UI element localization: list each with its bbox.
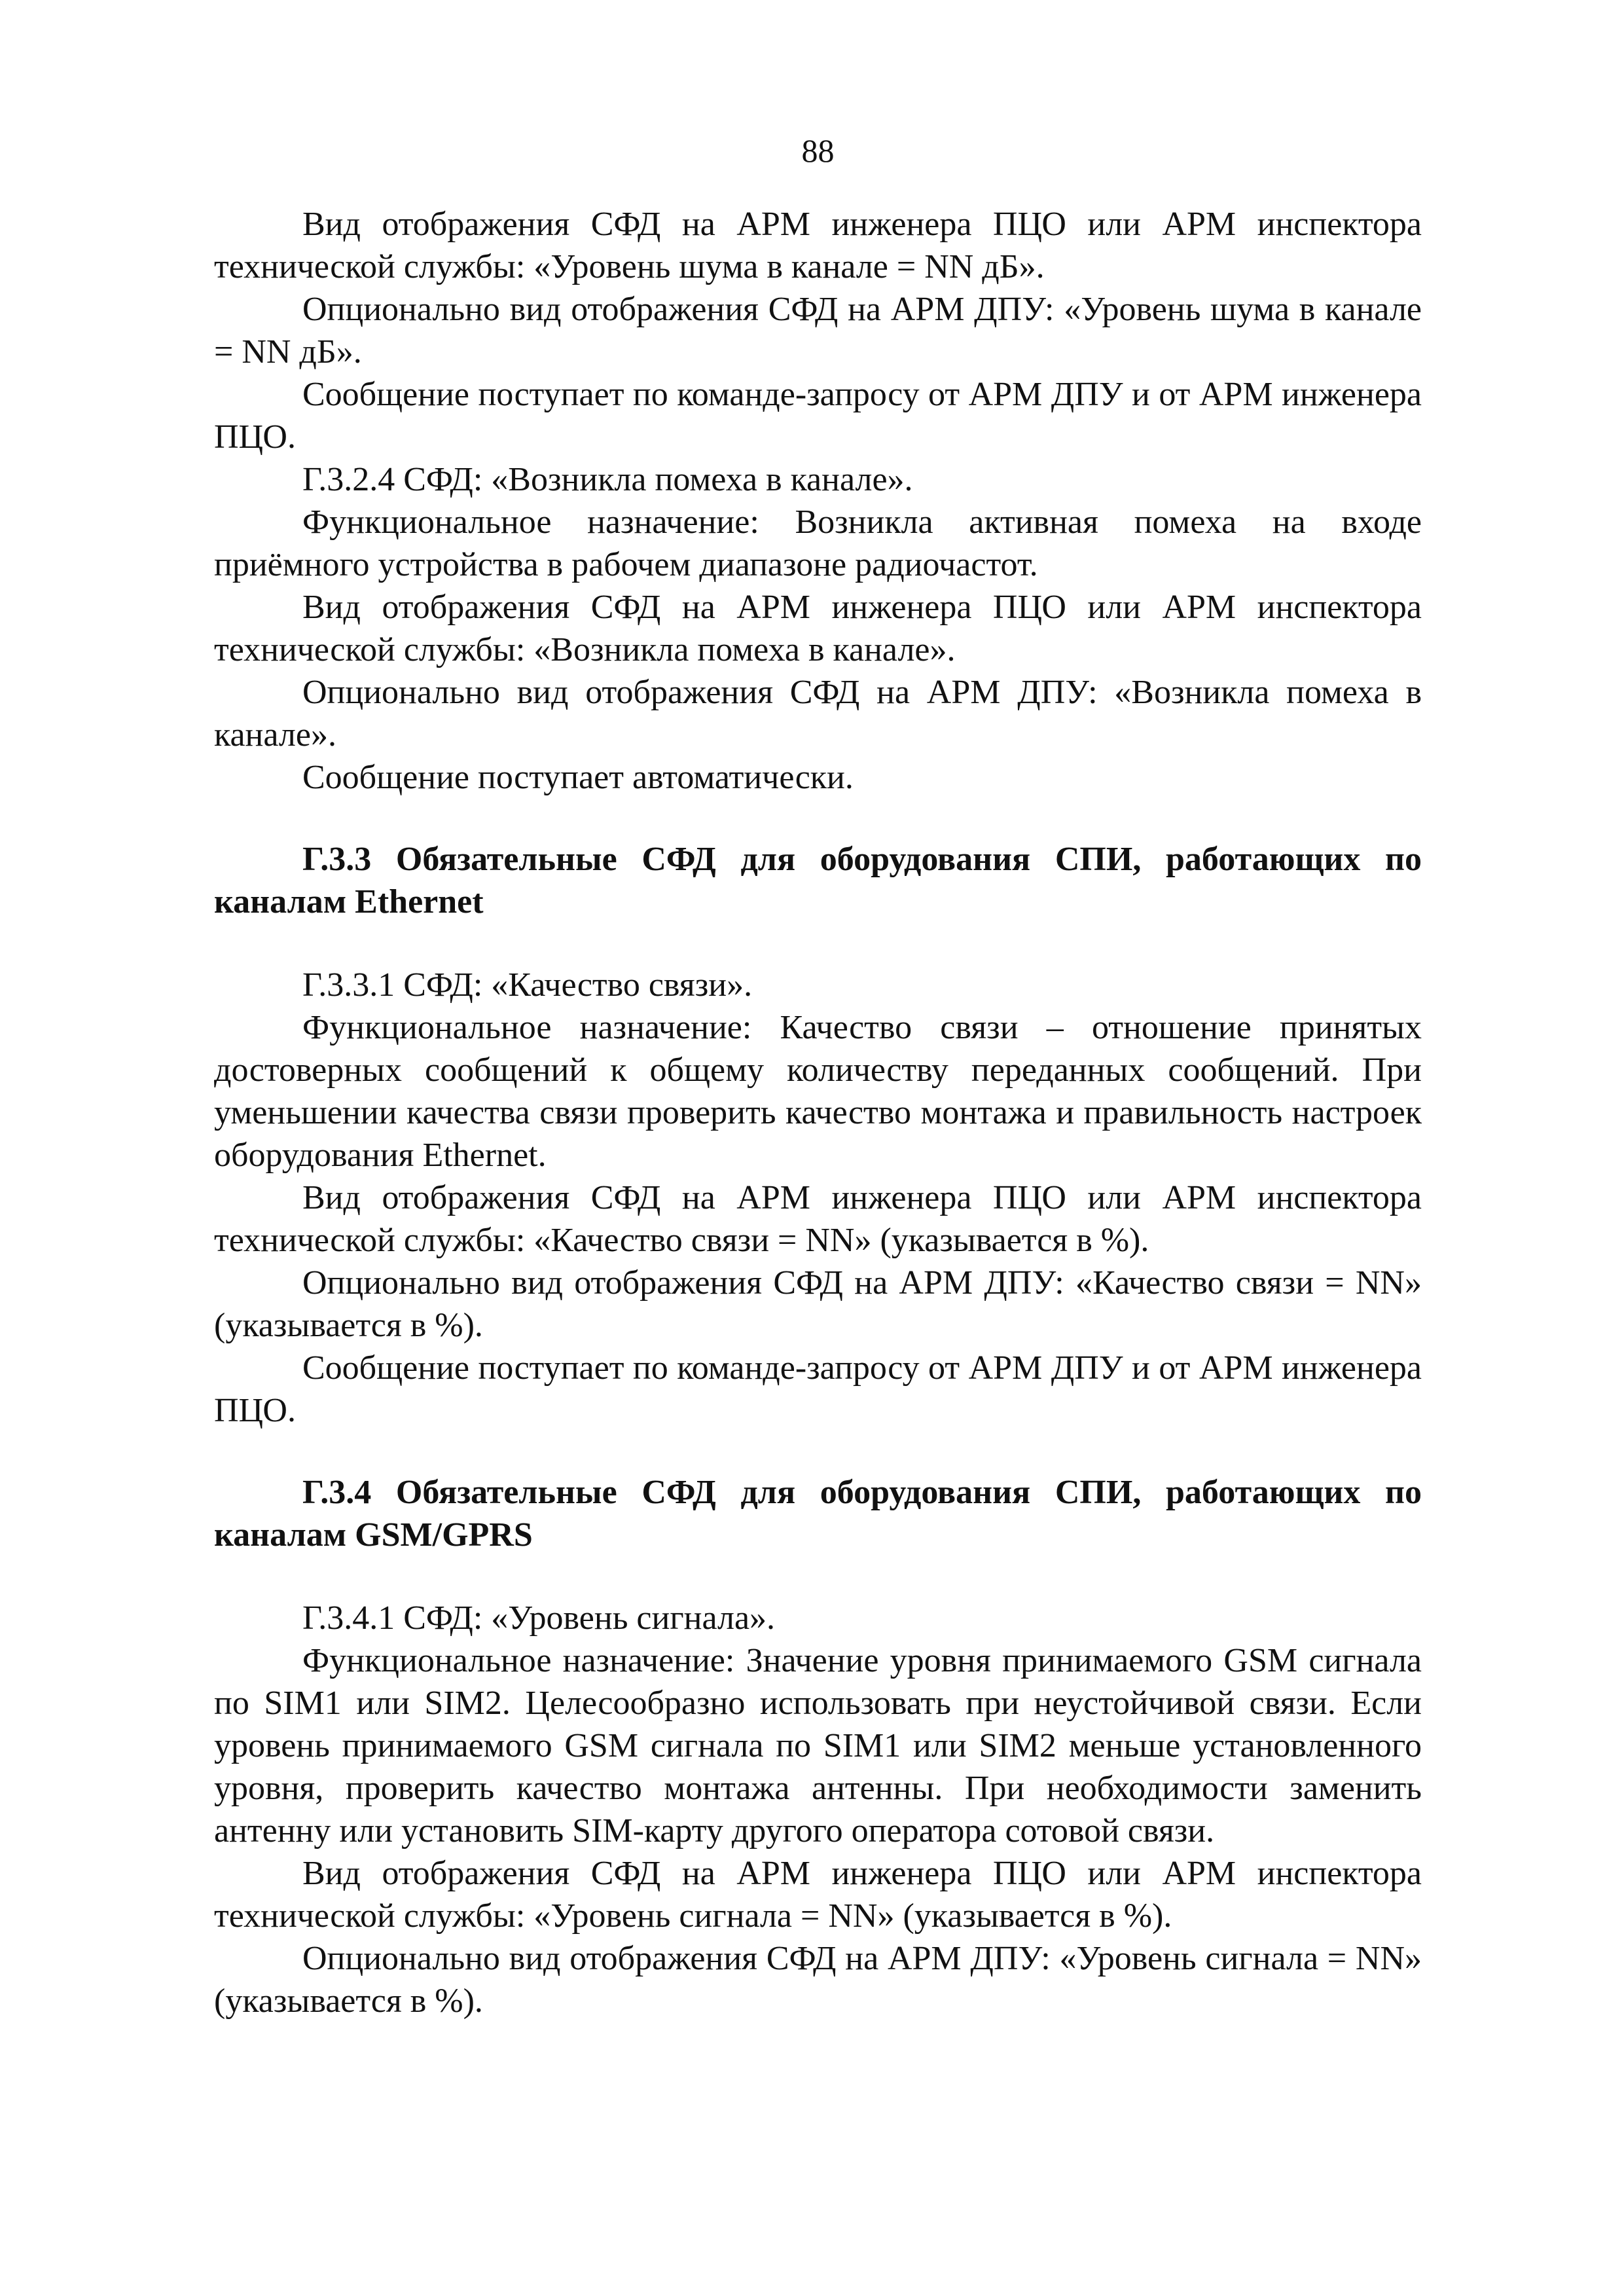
paragraph: Функциональное назначение: Значение уровня принимаемого GSM сигнала по SIM1 или SIM2. Целесообразно использовать при неустойчивой связи. Если уровень принимаемого GSM сигнала по SIM1 или SIM2 меньше установленного уровня, проверить качество монтажа антенны. При необходимости заменить антенну или установить SIM-карту другого оператора сотовой связи.	[214, 1642, 1422, 1850]
page-number: 88	[801, 132, 835, 169]
paragraph: Опционально вид отображения СФД на АРМ ДПУ: «Качество связи = NN» (указывается в %).	[214, 1264, 1422, 1344]
paragraph: Опционально вид отображения СФД на АРМ ДПУ: «Уровень шума в канале = NN дБ».	[214, 291, 1422, 371]
paragraph: Сообщение поступает автоматически.	[302, 759, 854, 796]
paragraph: Функциональное назначение: Возникла активная помеха на входе приёмного устройства в рабочем диапазоне радиочастот.	[214, 503, 1422, 583]
paragraph: Функциональное назначение: Качество связи – отношение принятых достоверных сообщений к общему количеству переданных сообщений. При уменьшении качества связи проверить качество монтажа и правильность настроек оборудования Ethernet.	[214, 1009, 1422, 1174]
section-heading-g34: Г.3.4 Обязательные СФД для оборудования СПИ, работающих по каналам GSM/GPRS	[214, 1474, 1422, 1554]
paragraph: Сообщение поступает по команде-запросу от АРМ ДПУ и от АРМ инженера ПЦО.	[214, 1349, 1422, 1429]
paragraph: Г.3.3.1 СФД: «Качество связи».	[302, 966, 753, 1004]
paragraph: Вид отображения СФД на АРМ инженера ПЦО или АРМ инспектора технической службы: «Возникла помеха в канале».	[214, 589, 1422, 668]
paragraph: Вид отображения СФД на АРМ инженера ПЦО или АРМ инспектора технической службы: «Уровень сигнала = NN» (указывается в %).	[214, 1855, 1422, 1935]
paragraph: Вид отображения СФД на АРМ инженера ПЦО или АРМ инспектора технической службы: «Уровень шума в канале = NN дБ».	[214, 206, 1422, 285]
paragraph: Г.3.4.1 СФД: «Уровень сигнала».	[302, 1599, 776, 1637]
paragraph: Г.3.2.4 СФД: «Возникла помеха в канале».	[302, 461, 913, 498]
document-page	[214, 131, 1422, 2022]
section-heading-g33: Г.3.3 Обязательные СФД для оборудования СПИ, работающих по каналам Ethernet	[214, 841, 1422, 920]
paragraph: Опционально вид отображения СФД на АРМ ДПУ: «Уровень сигнала = NN» (указывается в %).	[214, 1940, 1422, 2020]
paragraph: Сообщение поступает по команде-запросу от АРМ ДПУ и от АРМ инженера ПЦО.	[214, 376, 1422, 456]
paragraph: Вид отображения СФД на АРМ инженера ПЦО или АРМ инспектора технической службы: «Качество связи = NN» (указывается в %).	[214, 1179, 1422, 1259]
paragraph: Опционально вид отображения СФД на АРМ ДПУ: «Возникла помеха в канале».	[214, 674, 1422, 754]
